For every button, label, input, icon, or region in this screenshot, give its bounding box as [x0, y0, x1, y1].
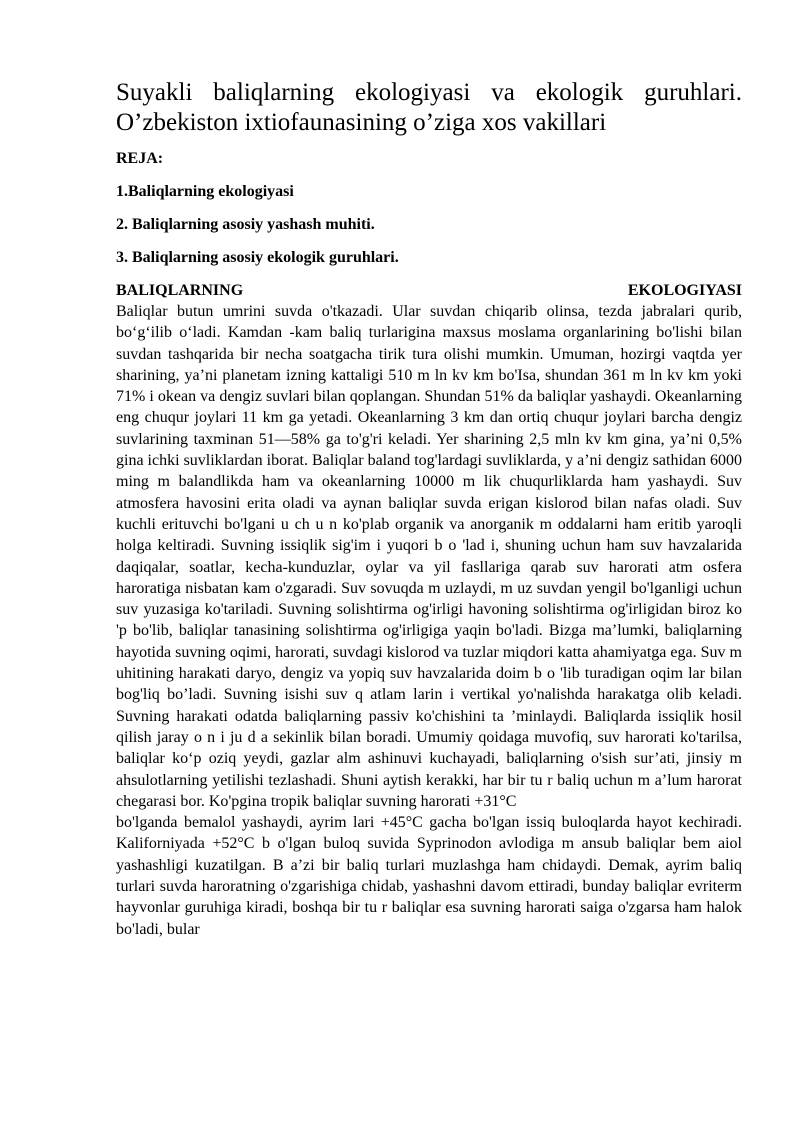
document-page — [116, 78, 742, 940]
section-heading-left: BALIQLARNING — [116, 282, 244, 299]
plan-item-2: 2. Baliqlarning asosiy yashash muhiti. — [116, 216, 375, 233]
section-heading-right: EKOLOGIYASI — [627, 282, 742, 299]
plan-item-3: 3. Baliqlarning asosiy ekologik guruhlari. — [116, 249, 399, 266]
section-heading — [116, 281, 742, 301]
document-title — [116, 78, 742, 138]
body-paragraph-2: bo'lganda bemalol yashaydi, ayrim lari +45°C gacha bo'lgan issiq buloqlarda hayot kechiradi. Kaliforniyada +52°C b o'lgan buloq suvida Syprinodon avlodiga m ansub baliqlar bem aiol yashashligi kuzatilgan. B a’zi bir baliq turlari muzlashga ham chidaydi. Demak, ayrim baliq turlari suvda haroratning o'zgarishiga chidab, yashashni davom ettiradi, bunday baliqlar evriterm hayvonlar guruhiga kiradi, boshqa bir tu r baliqlar esa suvning harorati saiga o'zgarsa ham halok bo'ladi, bular — [116, 814, 742, 938]
body-paragraph-1: Baliqlar butun umrini suvda o'tkazadi. Ular suvdan chiqarib olinsa, tezda jabralari qurib, bo‘g‘ilib o‘ladi. Kamdan -kam baliq turlarigina maxsus moslama organlarining bo'lishi bilan suvdan tashqarida bir necha soatgacha tirik tura olishi mumkin. Umuman, hozirgi vaqtda yer sharining, ya’ni planetam izning kattaligi 510 m ln kv km bo'Isa, shundan 361 m ln kv km yoki 71% i okean va dengiz suvlari bilan qoplangan. Shundan 51% da baliqlar yashaydi. Okeanlarning eng chuqur joylari 11 km ga yetadi. Okeanlarning 3 km dan ortiq chuqur joylari barcha dengiz suvlarining taxminan 51—58% ga to'g'ri keladi. Yer sharining 2,5 mln kv km gina, ya’ni 0,5% gina ichki suvliklardan iborat. Baliqlar baland tog'lardagi suvliklarda, y a’ni dengiz sathidan 6000 ming m balandlikda ham va okeanlarning 10000 m lik chuqurliklarda ham yashaydi. Suv atmosfera havosini erita oladi va aynan baliqlar suvda erigan kislorod bilan nafas oladi. Suv kuchli erituvchi bo'lgani u ch u n ko'plab organik va anorganik m oddalarni ham eritib yaroqli holga keltiradi. Suvning issiqlik sig'im i yuqori b o 'lad i, shuning uchun ham suv havzalarida daqiqalar, soatlar, kecha-kunduzlar, oylar va yil fasllariga qarab suv harorati atm osfera haroratiga nisbatan kam o'zgaradi. Suv sovuqda m uzlaydi, m uz suvdan yengil bo'lganligi uchun suv yuzasiga ko'tariladi. Suvning solishtirma og'irligi havoning solishtirma og'irligidan biroz ko 'p bo'lib, baliqlar tanasining solishtirma og'irligiga yaqin bo'ladi. Bizga ma’lumki, baliqlarning hayotida suvning oqimi, harorati, suvdagi kislorod va tuzlar miqdori katta ahamiyatga ega. Suv m uhitining harakati daryo, dengiz va yopiq suv havzalarida doim b o 'lib turadigan oqim lar bilan bog'liq bo’ladi. Suvning isishi suv q atlam larin i vertikal yo'nalishda harakatga olib keladi. Suvning harakati odatda baliqlarning passiv ko'chishini ta ’minlaydi. Baliqlarda issiqlik hosil qilish jaray o n i ju d a sekinlik bilan boradi. Umumiy qoidaga muvofiq, suv harorati ko'tarilsa, baliqlar ko‘p oziq yeydi, gazlar alm ashinuvi kuchayadi, baliqlarning o'sish sur’ati, jinsiy m ahsulotlarning yetilishi tezlashadi. Shuni aytish kerakki, har bir tu r baliq uchun m a’lum harorat chegarasi bor. Ko'pgina tropik baliqlar suvning harorati +31°C — [116, 303, 742, 810]
title-line-1: Suyakli baliqlarning ekologiyasi va ekologik guruhlari. — [116, 79, 742, 106]
plan-item-1: 1.Baliqlarning ekologiyasi — [116, 183, 294, 200]
title-line-2: O’zbekiston ixtiofaunasining o’ziga xos vakillari — [116, 109, 607, 136]
plan-heading: REJA: — [116, 150, 164, 167]
